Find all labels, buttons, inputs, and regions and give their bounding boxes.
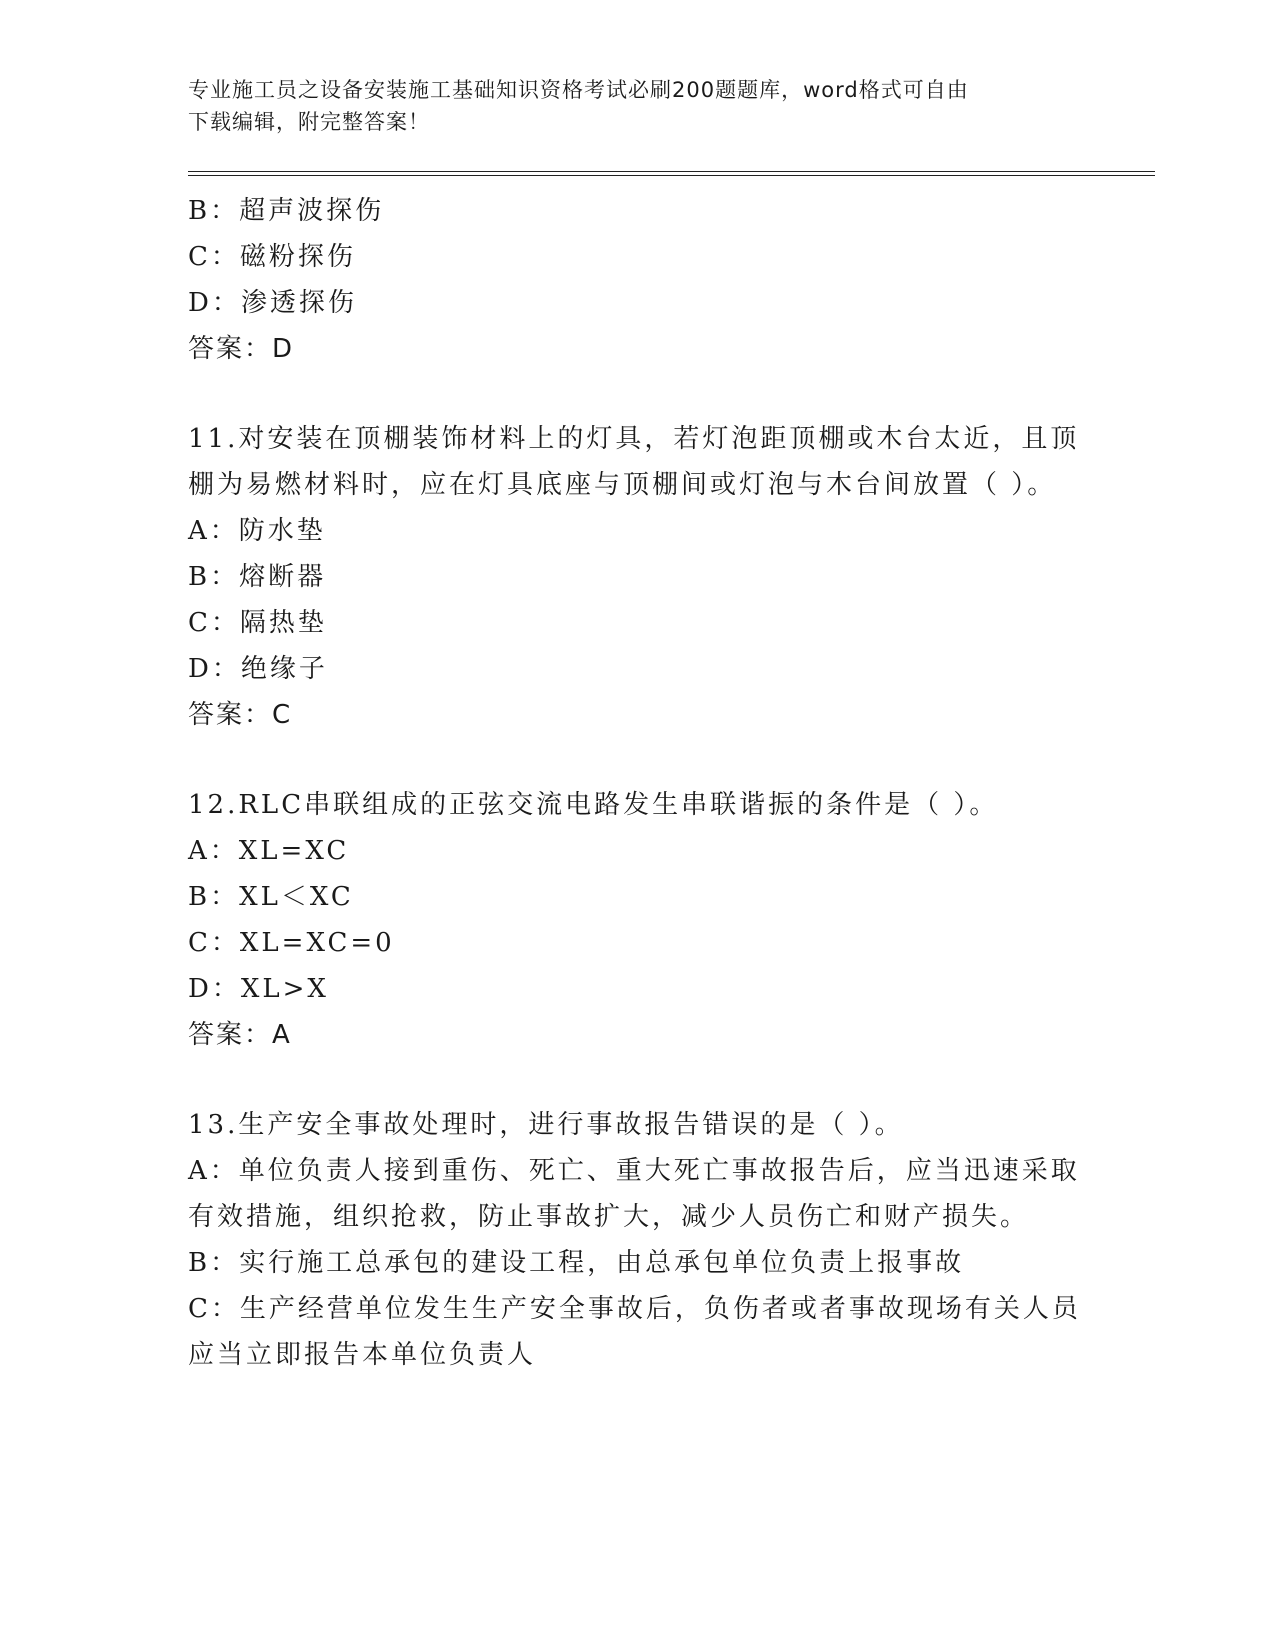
- question-13: [188, 1102, 1088, 1378]
- question-stem: 11.对安装在顶棚装饰材料上的灯具，若灯泡距顶棚或木台太近，且顶: [188, 424, 1080, 454]
- question-stem-continued: 棚为易燃材料时，应在灯具底座与顶棚间或灯泡与木台间放置（ ）。: [188, 470, 1057, 500]
- question-10-tail: [188, 188, 1088, 372]
- answer-line: 答案：C: [188, 700, 293, 730]
- option-b: B：实行施工总承包的建设工程，由总承包单位负责上报事故: [188, 1248, 965, 1278]
- question-12: [188, 782, 1088, 1058]
- option-c: C：XL=XC=0: [188, 928, 395, 958]
- option-d: D：渗透探伤: [188, 288, 357, 318]
- header-rule-top: [188, 171, 1155, 172]
- answer-line: 答案：A: [188, 1020, 292, 1050]
- option-d: D：绝缘子: [188, 654, 328, 684]
- option-c-continued: 应当立即报告本单位负责人: [188, 1340, 537, 1370]
- document-header: [188, 74, 1088, 138]
- question-11: [188, 416, 1088, 738]
- option-a-continued: 有效措施，组织抢救，防止事故扩大，减少人员伤亡和财产损失。: [188, 1202, 1030, 1232]
- question-content: [188, 188, 1088, 1378]
- header-rule-bottom: [188, 175, 1155, 176]
- option-b: B：熔断器: [188, 562, 327, 592]
- header-line-1: 专业施工员之设备安装施工基础知识资格考试必刷200题题库，word格式可自由: [188, 78, 969, 102]
- option-c: C：磁粉探伤: [188, 242, 356, 272]
- answer-line: 答案：D: [188, 334, 295, 364]
- option-c: C：隔热垫: [188, 608, 327, 638]
- option-a: A：单位负责人接到重伤、死亡、重大死亡事故报告后，应当迅速采取: [188, 1156, 1080, 1186]
- question-stem: 12.RLC串联组成的正弦交流电路发生串联谐振的条件是（ ）。: [188, 790, 999, 820]
- option-c: C：生产经营单位发生生产安全事故后，负伤者或者事故现场有关人员: [188, 1294, 1081, 1324]
- option-d: D：XL>X: [188, 974, 329, 1004]
- option-a: A：防水垫: [188, 516, 326, 546]
- question-stem: 13.生产安全事故处理时，进行事故报告错误的是（ ）。: [188, 1110, 904, 1140]
- option-b: B：XL＜XC: [188, 882, 354, 912]
- option-b: B：超声波探伤: [188, 196, 385, 226]
- option-a: A：XL=XC: [188, 836, 350, 866]
- header-line-2: 下载编辑，附完整答案！: [188, 110, 430, 134]
